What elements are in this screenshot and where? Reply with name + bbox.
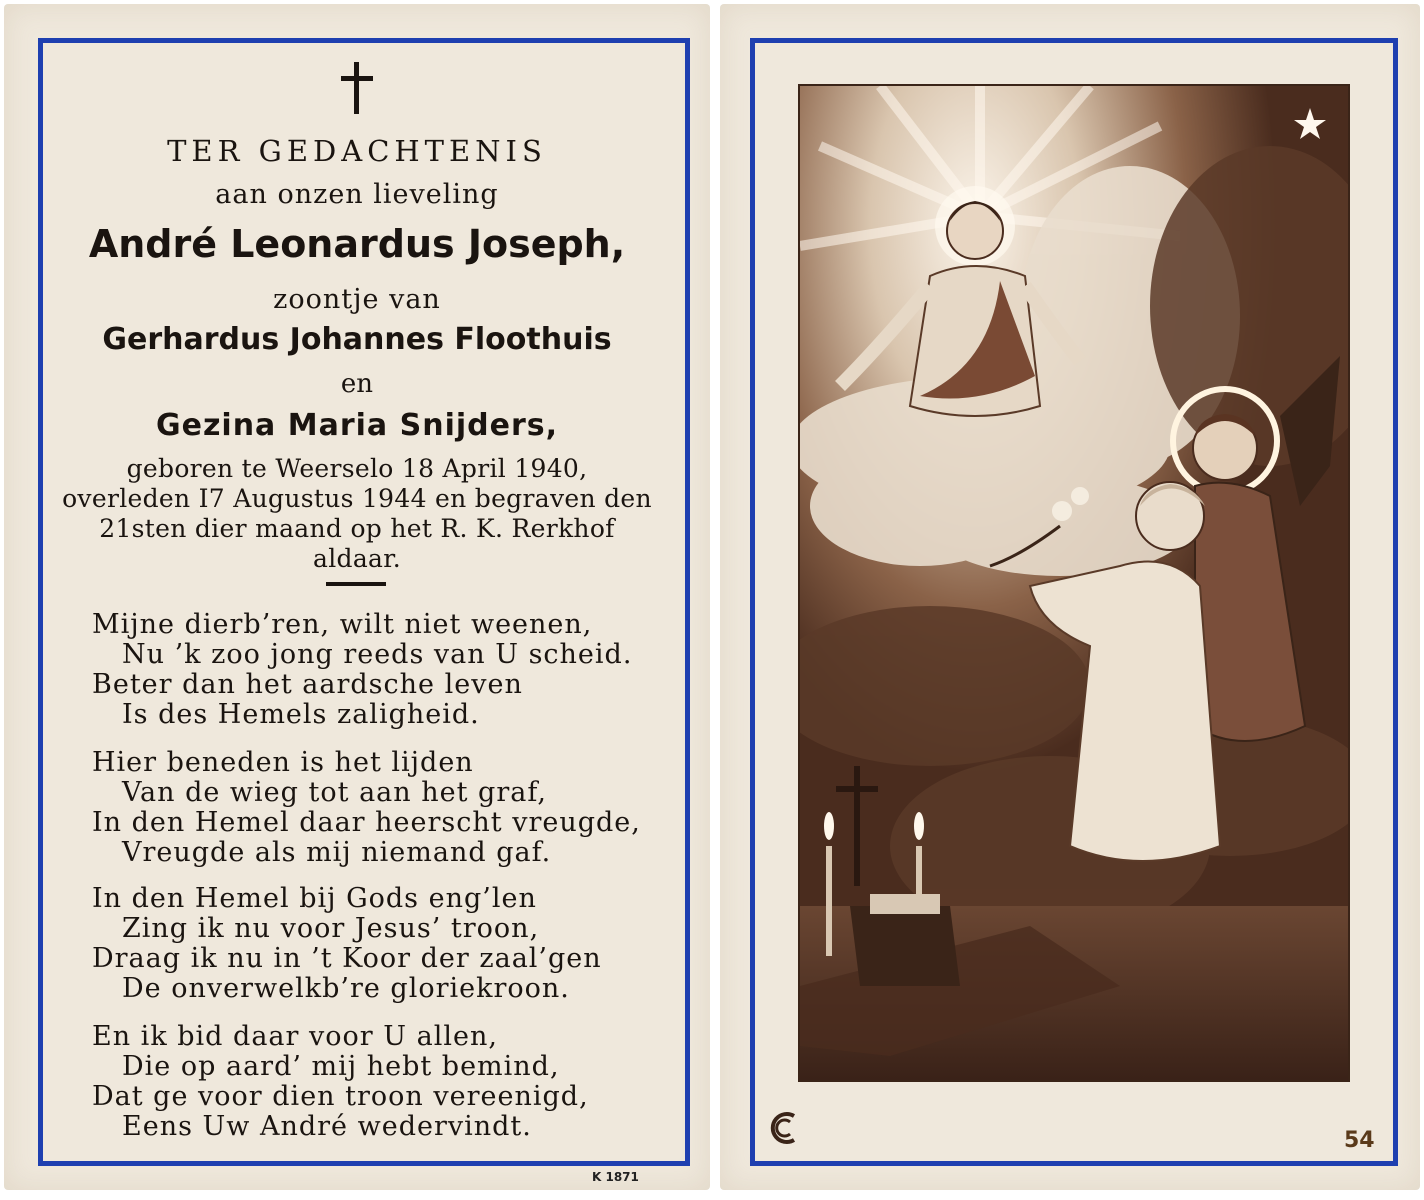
poem-line: Beter dan het aardsche leven: [92, 669, 523, 700]
poem-line: Eens Uw André wedervindt.: [122, 1111, 532, 1142]
devotional-illustration: [798, 84, 1350, 1082]
poem-line: In den Hemel daar heerscht vreugde,: [92, 807, 641, 838]
poem-stanza: [92, 1022, 672, 1142]
poem-line: Dat ge voor dien troon vereenigd,: [92, 1081, 589, 1112]
poem-stanza: [92, 884, 672, 1004]
poem-line: Die op aard’ mij hebt bemind,: [122, 1051, 560, 1082]
poem-line: In den Hemel bij Gods eng’len: [92, 883, 537, 914]
memorial-heading: TER GEDACHTENIS: [167, 134, 547, 168]
poem-line: Van de wieg tot aan het graf,: [122, 777, 547, 808]
mother-name: Gezina Maria Snijders,: [155, 408, 559, 443]
latin-cross-icon: [4, 60, 710, 120]
poem-stanza: [92, 610, 672, 730]
divider-rule: [326, 582, 386, 586]
poem-line: Vreugde als mij niemand gaf.: [122, 837, 552, 868]
biography-text: geboren te Weerselo 18 April 1940, overleden I7 Augustus 1944 en begraven den 21sten dier maand op het R. K. Rerkhof aldaar.: [62, 454, 652, 573]
poem-line: Is des Hemels zaligheid.: [122, 699, 480, 730]
printer-code: K 1871: [592, 1170, 639, 1184]
intro-line: aan onzen lieveling: [215, 179, 499, 210]
poem-line: Draag ik nu in ’t Koor der zaal’gen: [92, 943, 602, 974]
poem-line: Nu ’k zoo jong reeds van U scheid.: [122, 639, 633, 670]
card-number: 54: [1344, 1128, 1375, 1153]
poem-line: Zing ik nu voor Jesus’ troon,: [122, 913, 540, 944]
poem-line: Mijne dierb’ren, wilt niet weenen,: [92, 609, 593, 640]
son-of-line: zoontje van: [273, 284, 441, 315]
memorial-card-text-side: [4, 4, 710, 1190]
conjunction-line: en: [340, 369, 374, 399]
poem-line: De onverwelkb’re gloriekroon.: [122, 973, 570, 1004]
poem-line: En ik bid daar voor U allen,: [92, 1021, 498, 1052]
publisher-logo-icon: [764, 1108, 804, 1152]
memorial-card-image-side: [720, 4, 1420, 1190]
father-name: Gerhardus Johannes Floothuis: [102, 322, 612, 357]
poem-stanza: [92, 748, 672, 868]
deceased-name: André Leonardus Joseph,: [88, 222, 626, 266]
poem-line: Hier beneden is het lijden: [92, 747, 474, 778]
